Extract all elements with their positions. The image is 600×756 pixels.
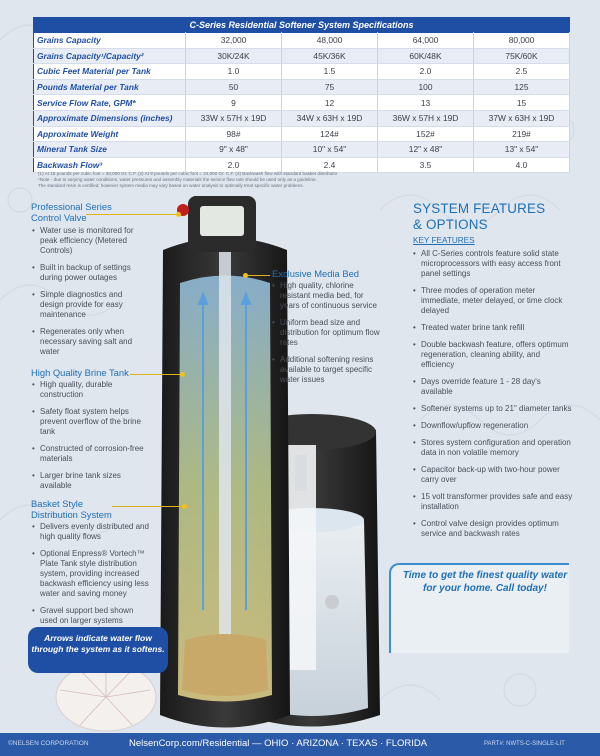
control-valve [177, 196, 256, 252]
list-item: • High quality, chlorine resistant media bed, for years of continuous service [272, 281, 384, 311]
arrows-note: Arrows indicate water flow through the system as it softens. [28, 627, 168, 673]
list-item: • Treated water brine tank refill [413, 323, 573, 333]
list-item: • Downflow/upflow regeneration [413, 421, 573, 431]
copyright: ©NELSEN CORPORATION [8, 740, 89, 747]
row-label: Pounds Material per Tank [34, 79, 186, 95]
distributor-basket [56, 663, 156, 731]
table-cell: 75K/60K [474, 48, 570, 64]
table-cell: 1.5 [282, 64, 378, 80]
leader-dot [176, 212, 181, 217]
table-cell: 50 [186, 79, 282, 95]
table-cell: 2.5 [474, 64, 570, 80]
table-cell: 33W x 57H x 19D [186, 110, 282, 126]
table-cell: 9 [186, 95, 282, 111]
leader-dot [182, 504, 187, 509]
list-item: • Gravel support bed shown used on larger systems [32, 606, 150, 626]
table-cell: 3.5 [378, 157, 474, 173]
table-cell: 12" x 48" [378, 142, 474, 158]
table-cell: 48,000 [282, 33, 378, 49]
features-title-line: & OPTIONS [413, 216, 488, 232]
list-item: • Stores system configuration and operation data in non volatile memory [413, 438, 573, 458]
features-title [413, 201, 545, 232]
leader-dot [243, 273, 248, 278]
list-distribution [32, 522, 150, 633]
list-item: • Regenerates only when necessary saving salt and water [32, 327, 144, 357]
heading-distribution: Basket Style Distribution System [31, 498, 112, 520]
features-title-line: SYSTEM FEATURES [413, 201, 546, 216]
row-label: Grains Capacity [34, 33, 186, 49]
features-list [413, 249, 573, 546]
list-item: • Control valve design provides optimum service and backwash rates [413, 519, 573, 539]
call-to-action: Time to get the finest quality water for your home. Call today! [402, 570, 568, 594]
table-cell: 1.0 [186, 64, 282, 80]
table-cell: 80,000 [474, 33, 570, 49]
footnote: (1) At 15 pounds per cubic foot = 30,000 Gr. C.F. (2) At 9 pounds per cubic foot = 24,000 Gr. C.F. (3) Backwash flow with standard basket distributor [38, 171, 338, 176]
table-cell: 64,000 [378, 33, 474, 49]
footnote: The standard resin is certified; however system media may vary based on water analysis to optimally treat specific water problems. [38, 183, 304, 188]
table-cell: 2.0 [186, 157, 282, 173]
row-label: Service Flow Rate, GPM* [34, 95, 186, 111]
table-cell: 32,000 [186, 33, 282, 49]
table-cell: 2.4 [282, 157, 378, 173]
table-title: C-Series Residential Softener System Specifications [33, 17, 570, 32]
table-cell: 2.0 [378, 64, 474, 80]
table-cell: 12 [282, 95, 378, 111]
list-item: • Simple diagnostics and design provide for easy maintenance [32, 290, 144, 320]
list-control-valve [32, 226, 144, 364]
leader-line [112, 506, 182, 507]
list-item: • Capacitor back-up with two-hour power carry over [413, 465, 573, 485]
table-cell: 125 [474, 79, 570, 95]
table-cell: 124# [282, 126, 378, 142]
heading-media-bed: Exclusive Media Bed [272, 268, 360, 279]
table-cell: 34W x 63H x 19D [282, 110, 378, 126]
list-item: • Safety float system helps prevent overflow of the brine tank [32, 407, 144, 437]
list-item: • Uniform bead size and distribution for optimum flow rates [272, 318, 384, 348]
list-item: • All C-Series controls feature solid state microprocessors with easy access front panel settings [413, 249, 573, 279]
table-cell: 219# [474, 126, 570, 142]
leader-line [246, 275, 270, 276]
list-item: • Double backwash feature, offers optimum regeneration, cleaning ability, and efficiency [413, 340, 573, 370]
row-label: Mineral Tank Size [34, 142, 186, 158]
mineral-tank [160, 238, 290, 728]
list-item: • 15 volt transformer provides safe and easy installation [413, 492, 573, 512]
list-media-bed [272, 281, 384, 392]
list-item: • Three modes of operation meter immediate, meter delayed, or time clock delayed [413, 286, 573, 316]
table-cell: 13" x 54" [474, 142, 570, 158]
row-label: Cubic Feet Material per Tank [34, 64, 186, 80]
table-cell: 75 [282, 79, 378, 95]
table-cell: 152# [378, 126, 474, 142]
table-cell: 37W x 63H x 19D [474, 110, 570, 126]
table-cell: 36W x 57H x 19D [378, 110, 474, 126]
heading-control-valve: Professional Series Control Valve [31, 201, 112, 223]
part-number: PART#: NWTS-C-SINGLE-LIT [484, 741, 565, 747]
footnote: *Note - due to varying water conditions, water pressures and assembly materials the service flow rate should be used only as a guideline. [38, 177, 317, 182]
table-cell: 10" x 54" [282, 142, 378, 158]
row-label: Grains Capacity¹/Capacity² [34, 48, 186, 64]
table-cell: 98# [186, 126, 282, 142]
list-item: • High quality, durable construction [32, 380, 144, 400]
row-label: Approximate Weight [34, 126, 186, 142]
table-cell: 13 [378, 95, 474, 111]
list-item: • Delivers evenly distributed and high quality flows [32, 522, 150, 542]
list-item: • Softener systems up to 21" diameter tanks [413, 404, 573, 414]
list-brine-tank [32, 380, 144, 498]
table-cell: 15 [474, 95, 570, 111]
table-cell: 45K/36K [282, 48, 378, 64]
table-cell: 60K/48K [378, 48, 474, 64]
table-cell: 4.0 [474, 157, 570, 173]
list-item: • Optional Enpress® Vortech™ Plate Tank style distribution system, providing increased backwash efficiency using less water and saving money [32, 549, 150, 599]
leader-dot [180, 372, 185, 377]
table-cell: 100 [378, 79, 474, 95]
table-cell: 9" x 48" [186, 142, 282, 158]
row-label: Backwash Flow³ [34, 157, 186, 173]
row-label: Approximate Dimensions (inches) [34, 110, 186, 126]
website-link[interactable]: NelsenCorp.com/Residential — OHIO · ARIZONA · TEXAS · FLORIDA [129, 738, 428, 749]
key-features-subtitle: KEY FEATURES [413, 236, 475, 245]
list-item: • Built in backup of settings during power outages [32, 263, 144, 283]
list-item: • Larger brine tank sizes available [32, 471, 144, 491]
list-item: • Constructed of corrosion-free materials [32, 444, 144, 464]
list-item: • Additional softening resins available to target specific water issues [272, 355, 384, 385]
table-cell: 30K/24K [186, 48, 282, 64]
heading-brine-tank: High Quality Brine Tank [31, 367, 129, 378]
footer-bar [0, 733, 600, 756]
list-item: • Days override feature 1 - 28 day's available [413, 377, 573, 397]
list-item: • Water use is monitored for peak efficiency (Metered Controls) [32, 226, 144, 256]
